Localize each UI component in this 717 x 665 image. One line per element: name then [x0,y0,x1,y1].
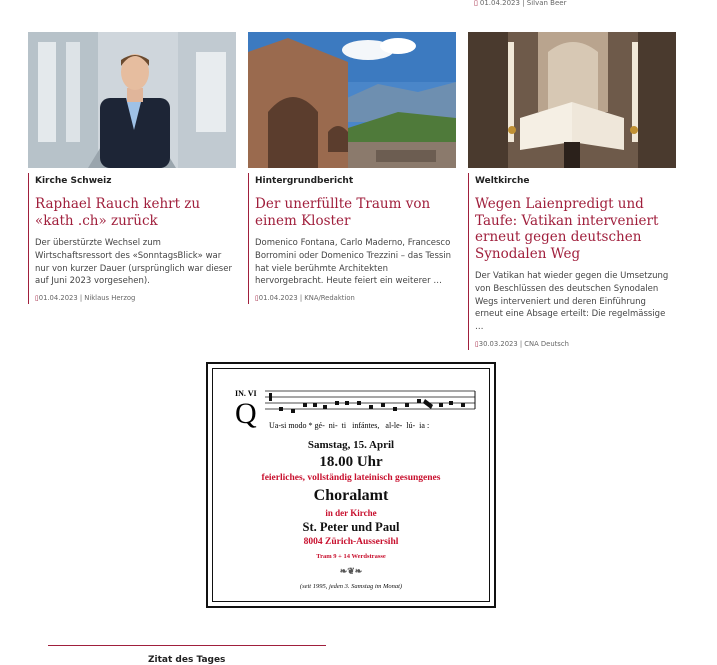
bookmark-icon: ▯ [35,294,39,303]
article-category[interactable]: Hintergrundbericht [255,176,354,186]
stone-arches-landscape-photo-icon [248,32,456,168]
choralamt-advertisement[interactable] [206,362,496,608]
article-excerpt: Der Vatikan hat wieder gegen die Umsetzung von Beschlüssen des deutschen Synodalen Wegs interveniert und deren Einführung erneut eine Absage erteilt: Die regelmässige … [475,271,669,333]
mode-label: IN. VI [235,389,257,398]
previous-article-meta [474,0,566,7]
article-card[interactable] [248,32,456,304]
ad-time: 18.00 Uhr [319,454,383,470]
ad-church: St. Peter und Paul [302,520,400,534]
quote-of-the-day-heading: Zitat des Tages [148,655,226,665]
bookmark-icon: ▯ [474,0,478,7]
ad-headline: Choralamt [313,487,389,504]
ad-line1: feierliches, vollständig lateinisch gesungenes [261,473,441,483]
article-title[interactable]: Der unerfüllte Traum von einem Kloster [255,196,431,229]
bookmark-icon: ▯ [255,294,259,303]
article-excerpt: Domenico Fontana, Carlo Maderno, Francesco Borromini oder Domenico Trezzini – das Tessin hat viele berühmte Architekten hervorgebracht. Heute feiert ein weiterer … [255,238,452,287]
man-in-suit-photo-icon [28,32,236,168]
article-body [28,173,236,304]
ad-footnote: (seit 1995, jeden 3. Samstag im Monat) [299,583,403,590]
ad-date: Samstag, 15. April [307,439,395,451]
article-meta [35,294,236,304]
chant-staff-icon [265,385,481,417]
article-title[interactable]: Raphael Rauch kehrt zu «kath .ch» zurück [35,196,201,229]
ad-city: 8004 Zürich-Aussersihl [303,537,399,547]
article-image[interactable] [468,32,676,168]
open-bible-altar-photo-icon [468,32,676,168]
article-card[interactable] [468,32,676,350]
meta-text: 01.04.2023 | Silvan Beer [479,0,567,7]
article-excerpt: Der überstürzte Wechsel zum Wirtschaftsressort des «SonntagsBlick» war nur von kurzer Dauer (ursprünglich war dieser auf Juni 2023 vorgesehen). [35,238,232,287]
article-body [468,173,676,350]
article-category[interactable]: Kirche Schweiz [35,176,112,186]
bookmark-icon: ▯ [475,339,479,348]
quote-divider [48,645,326,646]
meta-text: 30.03.2023 | CNA Deutsch [478,339,569,348]
article-body [248,173,456,304]
chant-lyric: Ua-si modo * gé- ni- ti infántes, al-le- lú- ia : [269,421,430,430]
ad-frame [212,368,490,602]
meta-text: 01.04.2023 | KNA/Redaktion [258,294,355,303]
article-category[interactable]: Weltkirche [475,176,530,186]
article-card[interactable] [28,32,236,304]
initial-letter: Q [235,397,257,430]
ornament-icon: ❧❦❧ [339,566,363,576]
ad-tram: Tram 9 + 14 Werdstrasse [316,553,386,560]
article-title[interactable]: Wegen Laienpredigt und Taufe: Vatikan interveniert erneut gegen deutschen Synodalen Weg [475,196,659,262]
ad-line2: in der Kirche [325,508,377,518]
article-image[interactable] [248,32,456,168]
article-image[interactable] [28,32,236,168]
meta-text: 01.04.2023 | Niklaus Herzog [38,294,136,303]
article-meta [255,294,456,304]
article-meta [475,340,676,350]
